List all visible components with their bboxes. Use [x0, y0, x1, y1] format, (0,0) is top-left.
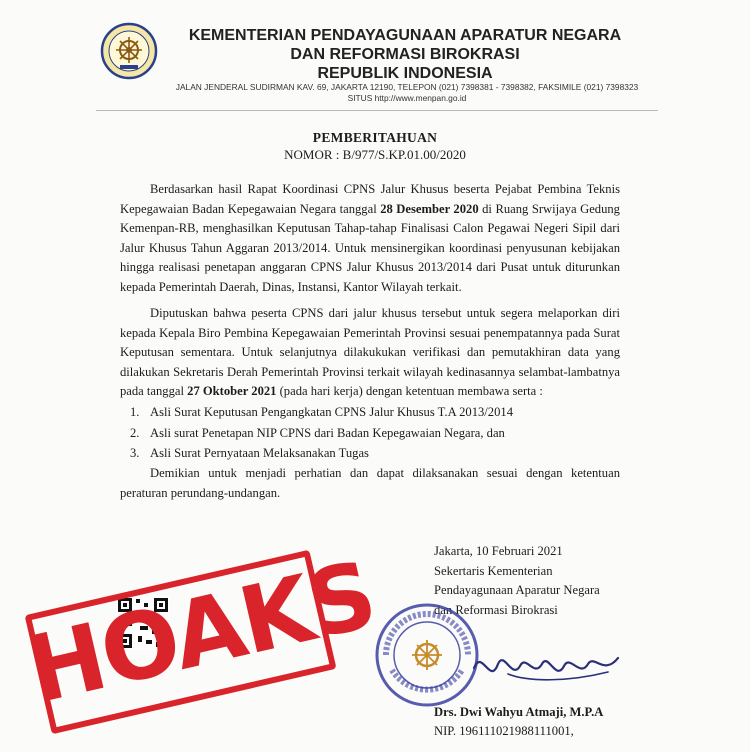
paragraph-1 — [120, 180, 620, 297]
handwritten-signature — [468, 628, 628, 698]
signer-name: Drs. Dwi Wahyu Atmaji, M.P.A — [434, 705, 604, 719]
list-item-number: 3. — [130, 446, 140, 460]
paragraph-2-text-b: (pada hari kerja) dengan ketentuan membawa serta : — [276, 384, 543, 398]
signer-role-line3: dan Reformasi Birokrasi — [434, 602, 558, 617]
place-date: Jakarta, 10 Februari 2021 — [434, 544, 563, 558]
signer-block — [434, 703, 603, 740]
paragraph-1-text-b: di Ruang Srwijaya Gedung Kemenpan-RB, menghasilkan Keputusan Tahap-tahap Finalisasi Calon Pegawai Negeri Sipil dari Jalur Khusus Tahun Aggaran 2013/2014. Untuk mensinergikan koordinasi penyusunan kebijakan hingga realisasi penetapan anggaran CPNS Jalur Khusus 2013/2014 dari Pusat untuk diturunkan kepada Pemerintah Daerah, Dinas, Instansi, Kantor Wilayah terkait. — [120, 201, 620, 294]
list-item-number: 1. — [130, 405, 140, 419]
list-item — [130, 443, 513, 464]
paragraph-1-text-a: Berdasarkan hasil Rapat Koordinasi CPNS Jalur Khusus beserta Pejabat Pembina Teknis Kepegawaian Badan Kepegawaian Negara tanggal — [120, 182, 620, 216]
hoax-stamp-label: HOAKS — [17, 541, 385, 725]
ministry-address — [152, 82, 662, 104]
document-title: PEMBERITAHUAN — [312, 130, 438, 145]
address-line: JALAN JENDERAL SUDIRMAN KAV. 69, JAKARTA 12190, TELEPON (021) 7398381 - 7398382, FAKSIMILE (021) 7398323 — [175, 82, 639, 92]
ministry-name-line1: KEMENTERIAN PENDAYAGUNAAN APARATUR NEGARA — [188, 27, 622, 44]
paragraph-2 — [120, 304, 620, 402]
deadline-date: 27 Oktober 2021 — [187, 384, 277, 398]
meeting-date: 28 Desember 2020 — [380, 201, 479, 216]
list-item-number: 2. — [130, 425, 140, 440]
ministry-name — [170, 26, 640, 83]
ministry-name-line2: DAN REFORMASI BIROKRASI — [290, 46, 520, 63]
list-item — [130, 402, 513, 423]
requirements-list — [130, 402, 513, 464]
paragraph-2-text-a: Diputuskan bahwa peserta CPNS dari jalur khusus tersebut untuk segera melaporkan diri kepada Kepala Biro Pembina Kepegawaian Pemerintah Provinsi sesuai penempatannya pada Surat Keputusan sementara. Untuk selanjutnya dilakukukan verifikasi dan pemutakhiran data yang dilakukan Sekretaris Derah Pemerintah Provinsi terkait wilayah kedinasannya selambat-lambatnya pada tanggal — [120, 306, 620, 398]
signer-nip: NIP. 196111021988111001, — [434, 723, 574, 738]
closing-text: Demikian untuk menjadi perhatian dan dapat dilaksanakan sesuai dengan ketentuan peraturan perundang-undangan. — [120, 466, 620, 500]
signer-role-line1: Sekertaris Kementerian — [434, 563, 553, 578]
list-item-text: Asli Surat Keputusan Pengangkatan CPNS Jalur Khusus T.A 2013/2014 — [150, 405, 513, 419]
ministry-logo-icon — [100, 22, 158, 80]
list-item-text: Asli surat Penetapan NIP CPNS dari Badan Kepegawaian Negara, dan — [150, 425, 505, 440]
header-divider — [96, 110, 658, 111]
closing-paragraph — [120, 464, 620, 503]
list-item-text: Asli Surat Pernyataan Melaksanakan Tugas — [150, 446, 369, 460]
document-number: NOMOR : B/977/S.KP.01.00/2020 — [284, 147, 466, 162]
signer-role-line2: Pendayagunaan Aparatur Negara — [434, 583, 600, 597]
website-line: SITUS http://www.menpan.go.id — [347, 93, 467, 103]
list-item — [130, 423, 513, 444]
hoax-stamp — [12, 528, 385, 751]
official-seal-icon — [372, 600, 482, 710]
ministry-name-line3: REPUBLIK INDONESIA — [317, 65, 493, 82]
